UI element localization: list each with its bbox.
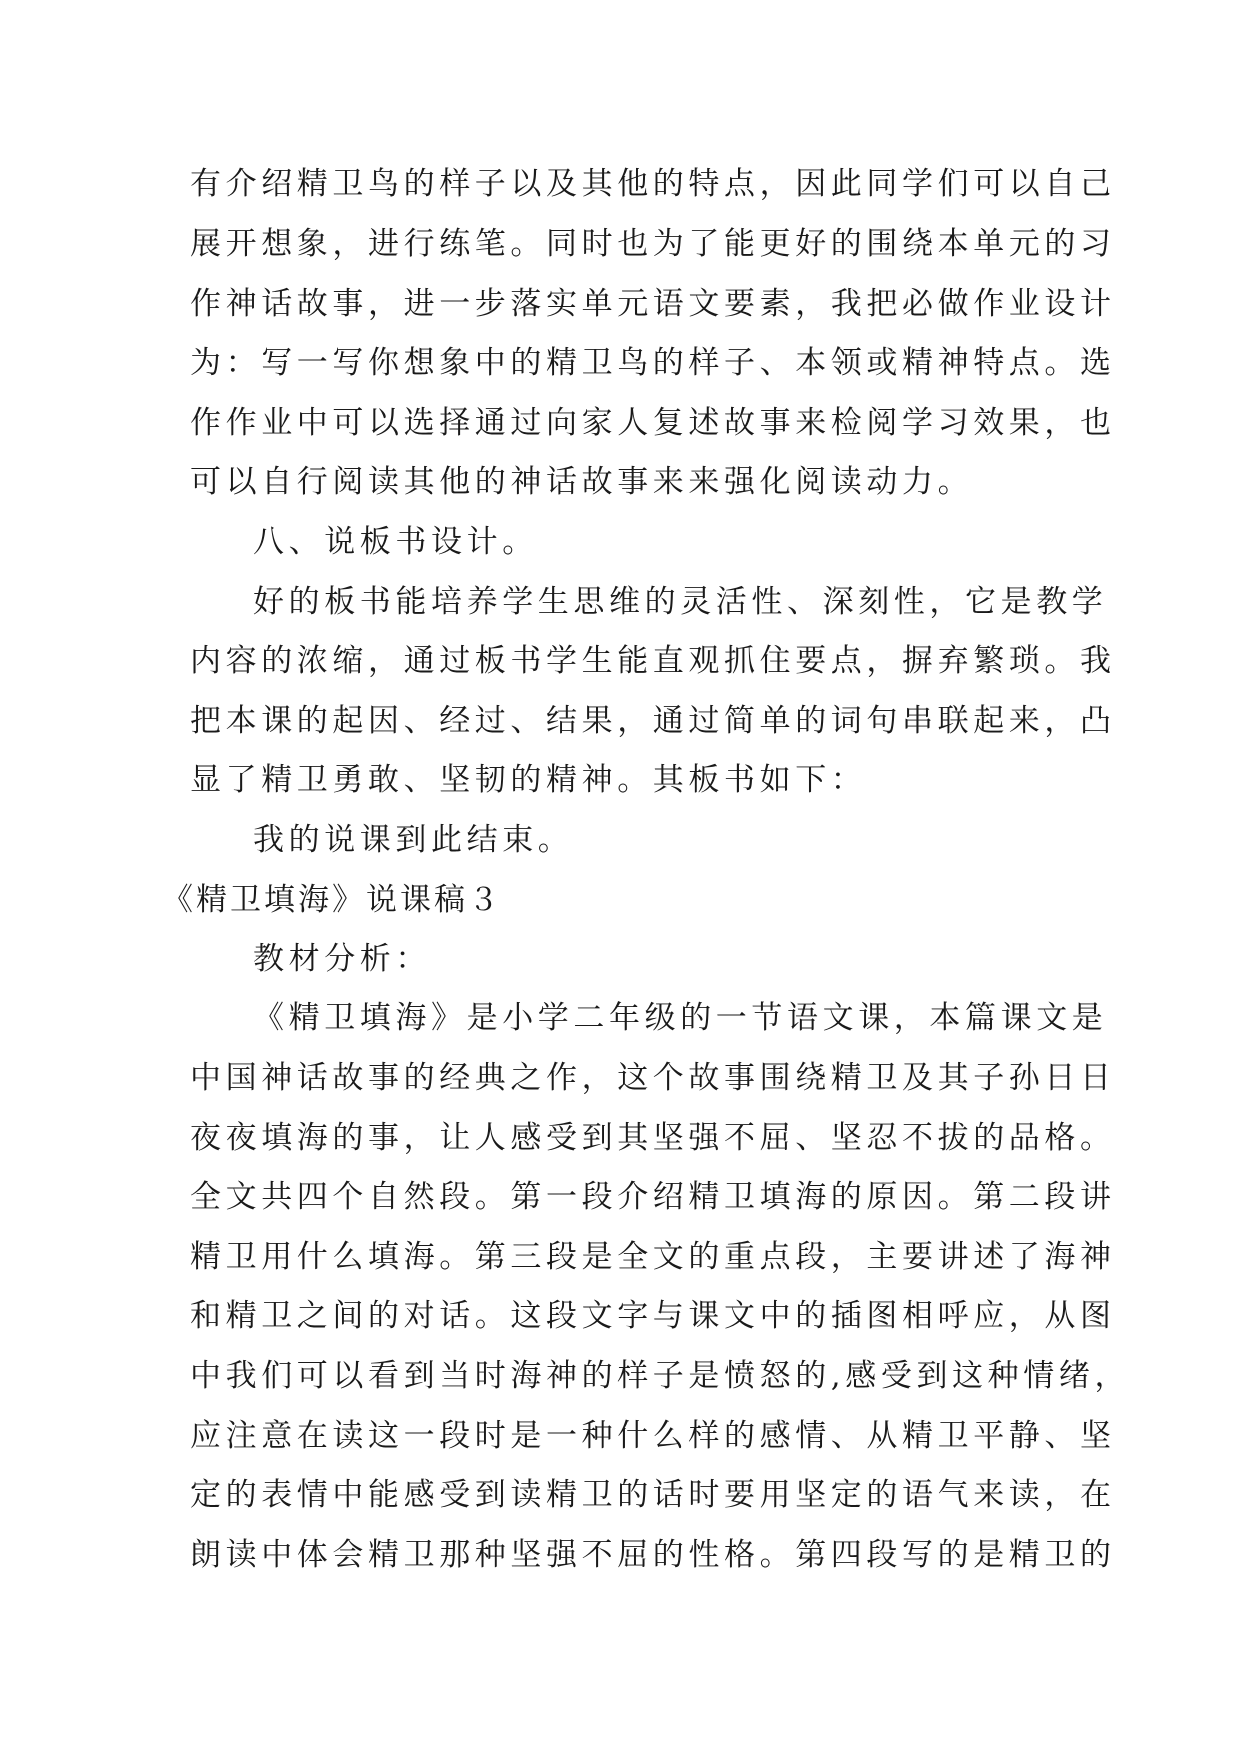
text-line: 好的板书能培养学生思维的灵活性、深刻性，它是教学 (253, 584, 1108, 620)
text-line: 和精卫之间的对话。这段文字与课文中的插图相呼应，从图 (190, 1298, 1116, 1334)
text-line: 精卫用什么填海。第三段是全文的重点段，主要讲述了海神 (190, 1239, 1116, 1275)
text-line: 应注意在读这一段时是一种什么样的感情、从精卫平静、坚 (190, 1418, 1116, 1454)
document-title: 《精卫填海》说课稿３ (162, 882, 502, 918)
text-line: 朗读中体会精卫那种坚强不屈的性格。第四段写的是精卫的 (190, 1537, 1116, 1573)
text-line: 作作业中可以选择通过向家人复述故事来检阅学习效果，也 (190, 405, 1116, 441)
text-line: 内容的浓缩，通过板书学生能直观抓住要点，摒弃繁琐。我 (190, 643, 1116, 679)
text-line: 中我们可以看到当时海神的样子是愤怒的,感受到这种情绪， (190, 1358, 1131, 1394)
text-line: 我的说课到此结束。 (253, 822, 574, 858)
section-heading: 八、说板书设计。 (253, 524, 538, 560)
text-line: 展开想象，进行练笔。同时也为了能更好的围绕本单元的习 (190, 226, 1116, 262)
text-line: 把本课的起因、经过、结果，通过简单的词句串联起来，凸 (190, 703, 1116, 739)
text-line: 夜夜填海的事，让人感受到其坚强不屈、坚忍不拔的品格。 (190, 1120, 1116, 1156)
text-line: 为：写一写你想象中的精卫鸟的样子、本领或精神特点。选 (190, 345, 1116, 381)
text-line: 定的表情中能感受到读精卫的话时要用坚定的语气来读，在 (190, 1477, 1116, 1513)
section-heading: 教材分析： (253, 941, 431, 977)
text-line: 中国神话故事的经典之作，这个故事围绕精卫及其子孙日日 (190, 1060, 1116, 1096)
text-line: 全文共四个自然段。第一段介绍精卫填海的原因。第二段讲 (190, 1179, 1116, 1215)
text-line: 可以自行阅读其他的神话故事来来强化阅读动力。 (190, 464, 974, 500)
text-line: 有介绍精卫鸟的样子以及其他的特点，因此同学们可以自己 (190, 166, 1116, 202)
text-line: 显了精卫勇敢、坚韧的精神。其板书如下： (190, 762, 867, 798)
text-line: 《精卫填海》是小学二年级的一节语文课，本篇课文是 (253, 1000, 1108, 1036)
text-line: 作神话故事，进一步落实单元语文要素，我把必做作业设计 (190, 286, 1116, 322)
